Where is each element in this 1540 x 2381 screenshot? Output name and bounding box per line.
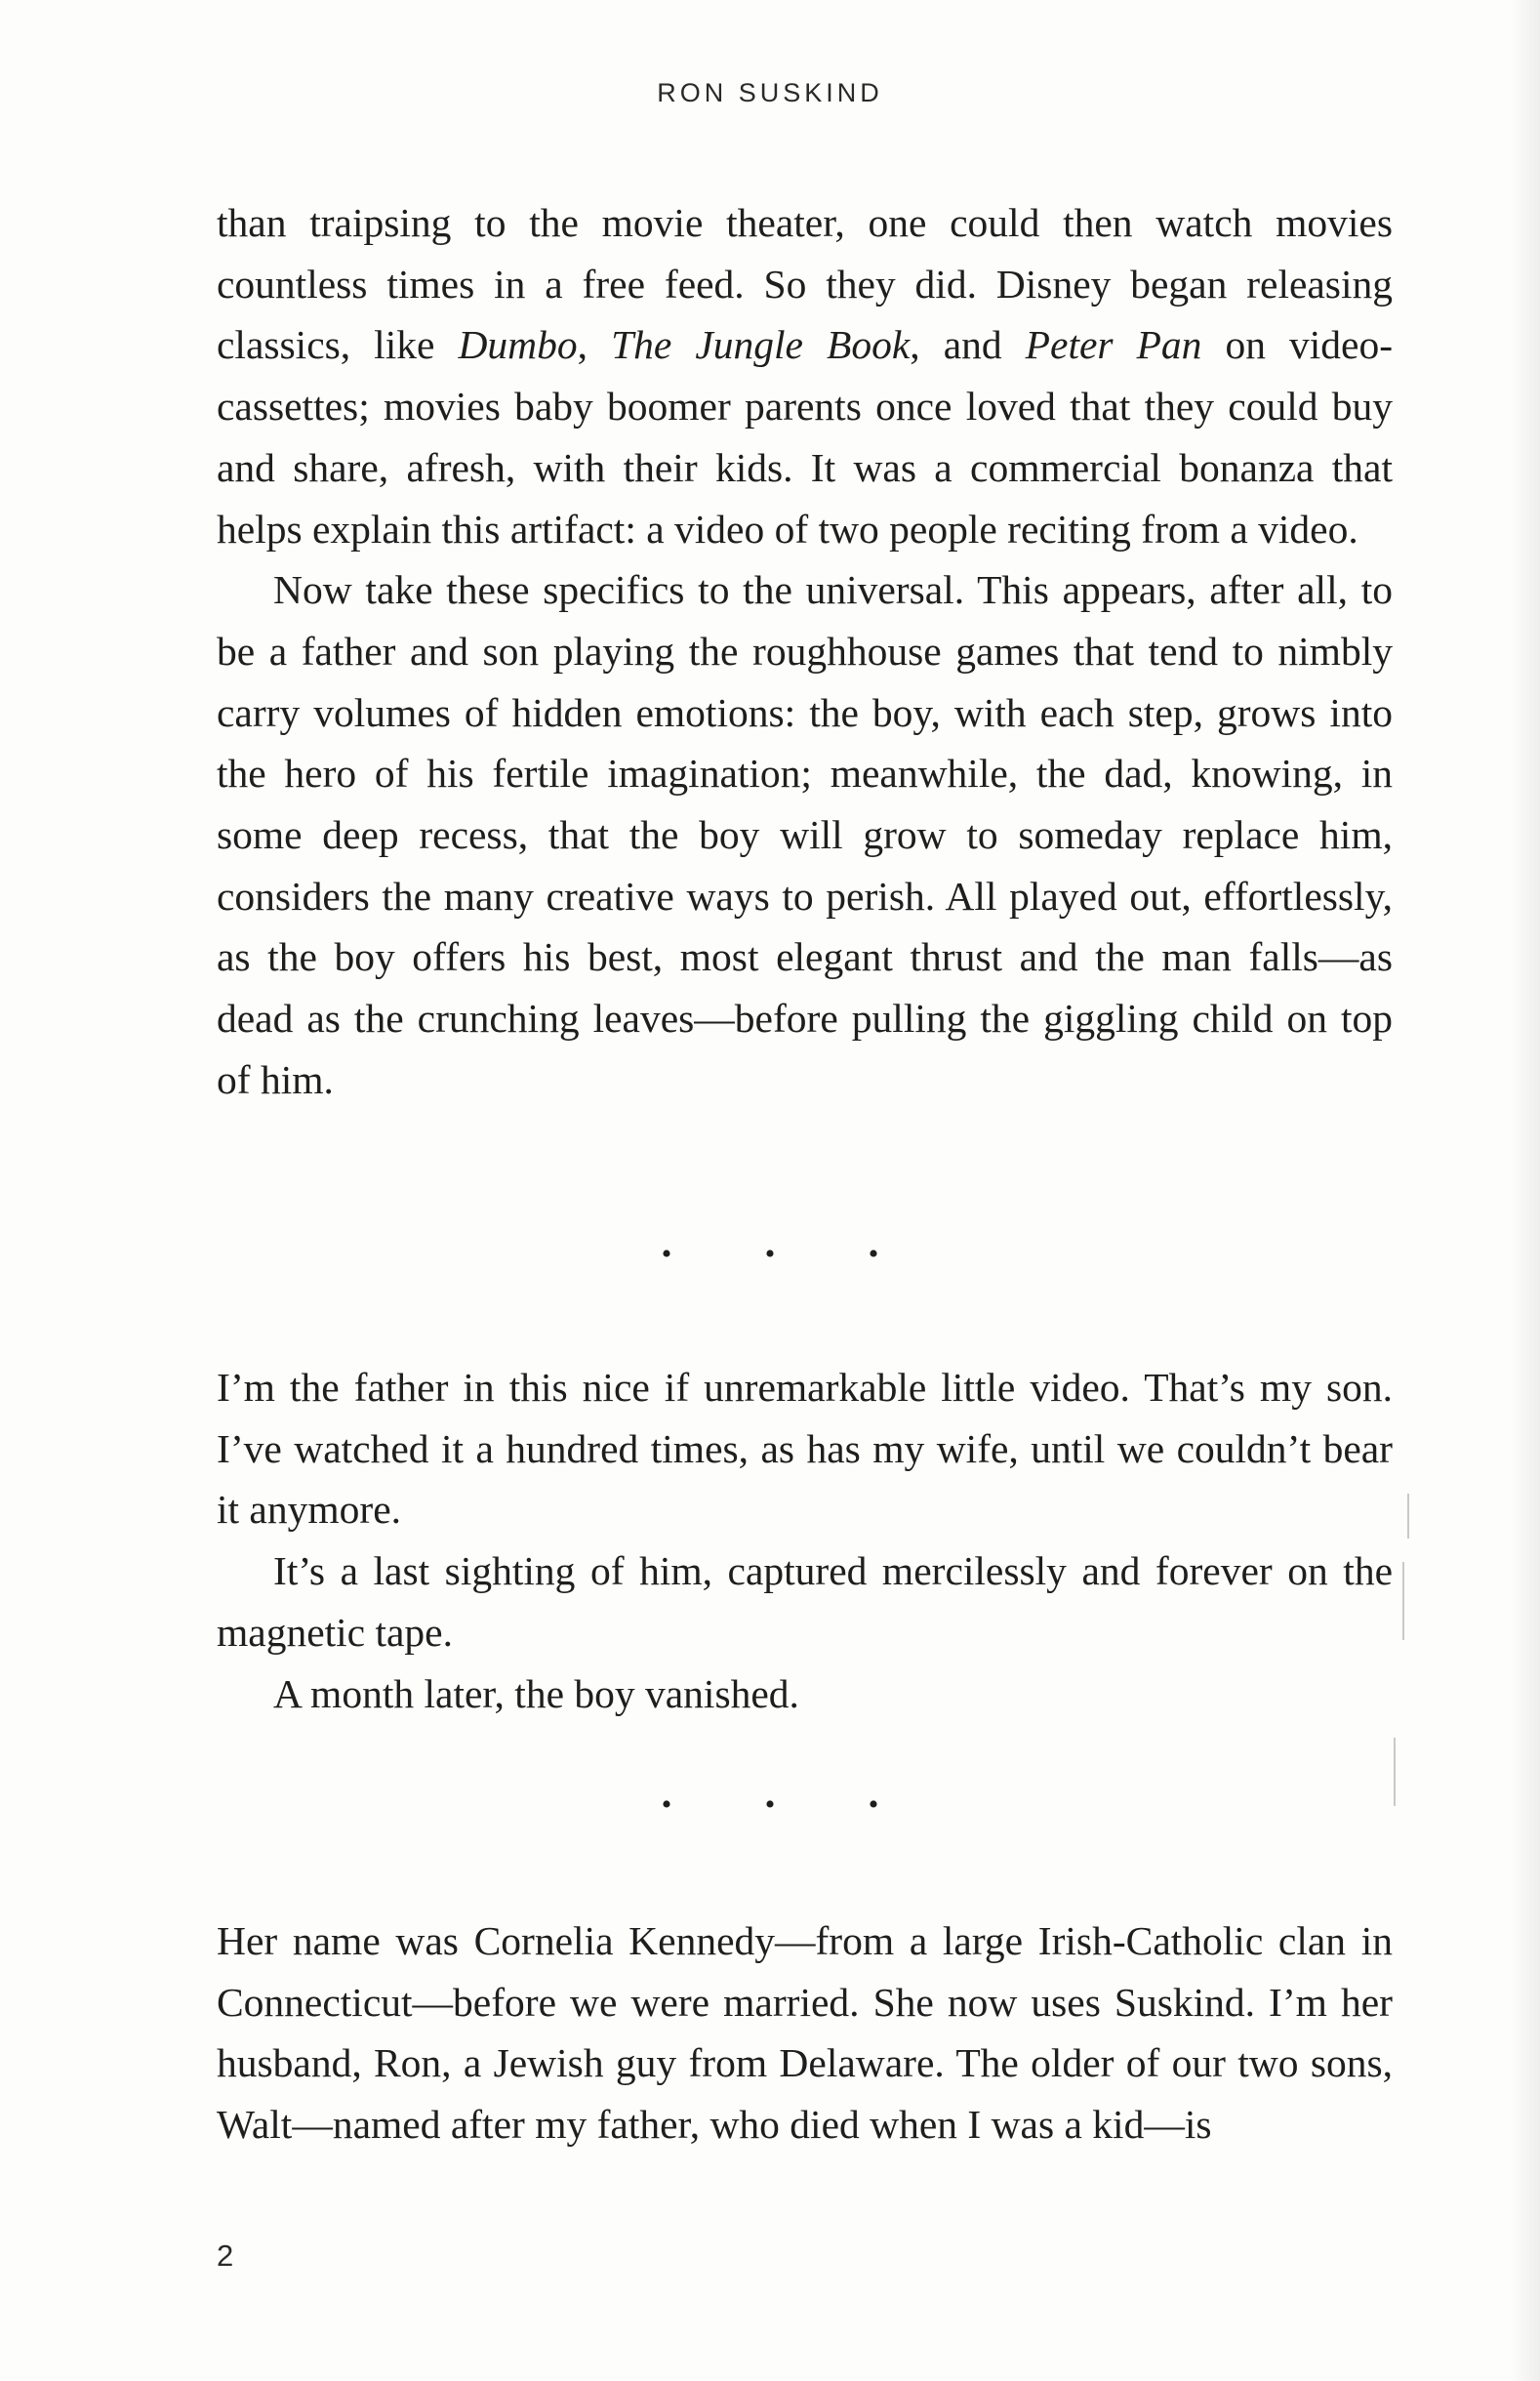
text-section-3 (217, 1910, 1393, 2155)
text-run: on videocassettes; movies baby boomer parents once loved that they could buy and share, afresh, with their kids. It was a commercial bonanza that helps explain this artifact: a video of two people reciting from a video. (217, 322, 1394, 552)
text-section-1 (217, 192, 1393, 1111)
text-run: Now take these specifics to the universal. This appears, after all, to be a father and son playing the roughhouse games that tend to nimbly carry volumes of hidden emotions: the boy, with each step, grows into the hero of his fertile imagination; meanwhile, the dad, knowing, in some deep recess, that the boy will grow to someday replace him, considers the many creative ways to perish. All played out, effortlessly, as the boy offers his best, most elegant thrust and the man falls—as dead as the crunching leaves—before pulling the giggling child on top of him. (217, 567, 1393, 1102)
paragraph (217, 1357, 1393, 1540)
text-run: than traipsing to the movie theater, one could then watch movies countless times in a free feed. So they did. Disney began releasing classics, like (217, 200, 1393, 368)
text-run: I’m the father in this nice if unremarkable little video. That’s my son. I’ve watched it a hundred times, as has my wife, until we couldn’t bear it anymore. (217, 1365, 1393, 1533)
text-run: Her name was Cornelia Kennedy—from a large Irish-Catholic clan in Connecticut—before we were married. She now uses Suskind. I’m her husband, Ron, a Jewish guy from Delaware. The older of our two sons, Walt—named after my father, who died when I was a kid—is (217, 1918, 1393, 2148)
section-break-ornament (0, 1788, 1540, 1822)
text-section-2 (217, 1357, 1393, 1724)
paragraph (217, 1663, 1393, 1725)
paragraph (217, 559, 1393, 1110)
italic-title: Peter Pan (1025, 322, 1202, 368)
scan-artifact-mark (1402, 1562, 1404, 1640)
text-run: , and (910, 322, 1026, 368)
page-number: 2 (217, 2238, 234, 2273)
ornament-dots: • • • (661, 1238, 922, 1270)
text-run: , (577, 322, 612, 368)
running-head: RON SUSKIND (657, 78, 883, 107)
italic-title: Dumbo (458, 322, 578, 368)
italic-title: The Jungle Book (611, 322, 911, 368)
section-break-ornament (0, 1238, 1540, 1271)
text-run: It’s a last sighting of him, captured mercilessly and forever on the magnetic tape. (217, 1548, 1393, 1655)
ornament-dots: • • • (661, 1788, 922, 1821)
paragraph (217, 1540, 1393, 1663)
scan-artifact-mark (1407, 1494, 1409, 1539)
text-run: A month later, the boy vanished. (273, 1670, 799, 1716)
page-edge-shadow (1511, 0, 1540, 2381)
paragraph (217, 192, 1393, 559)
paragraph (217, 1910, 1393, 2155)
